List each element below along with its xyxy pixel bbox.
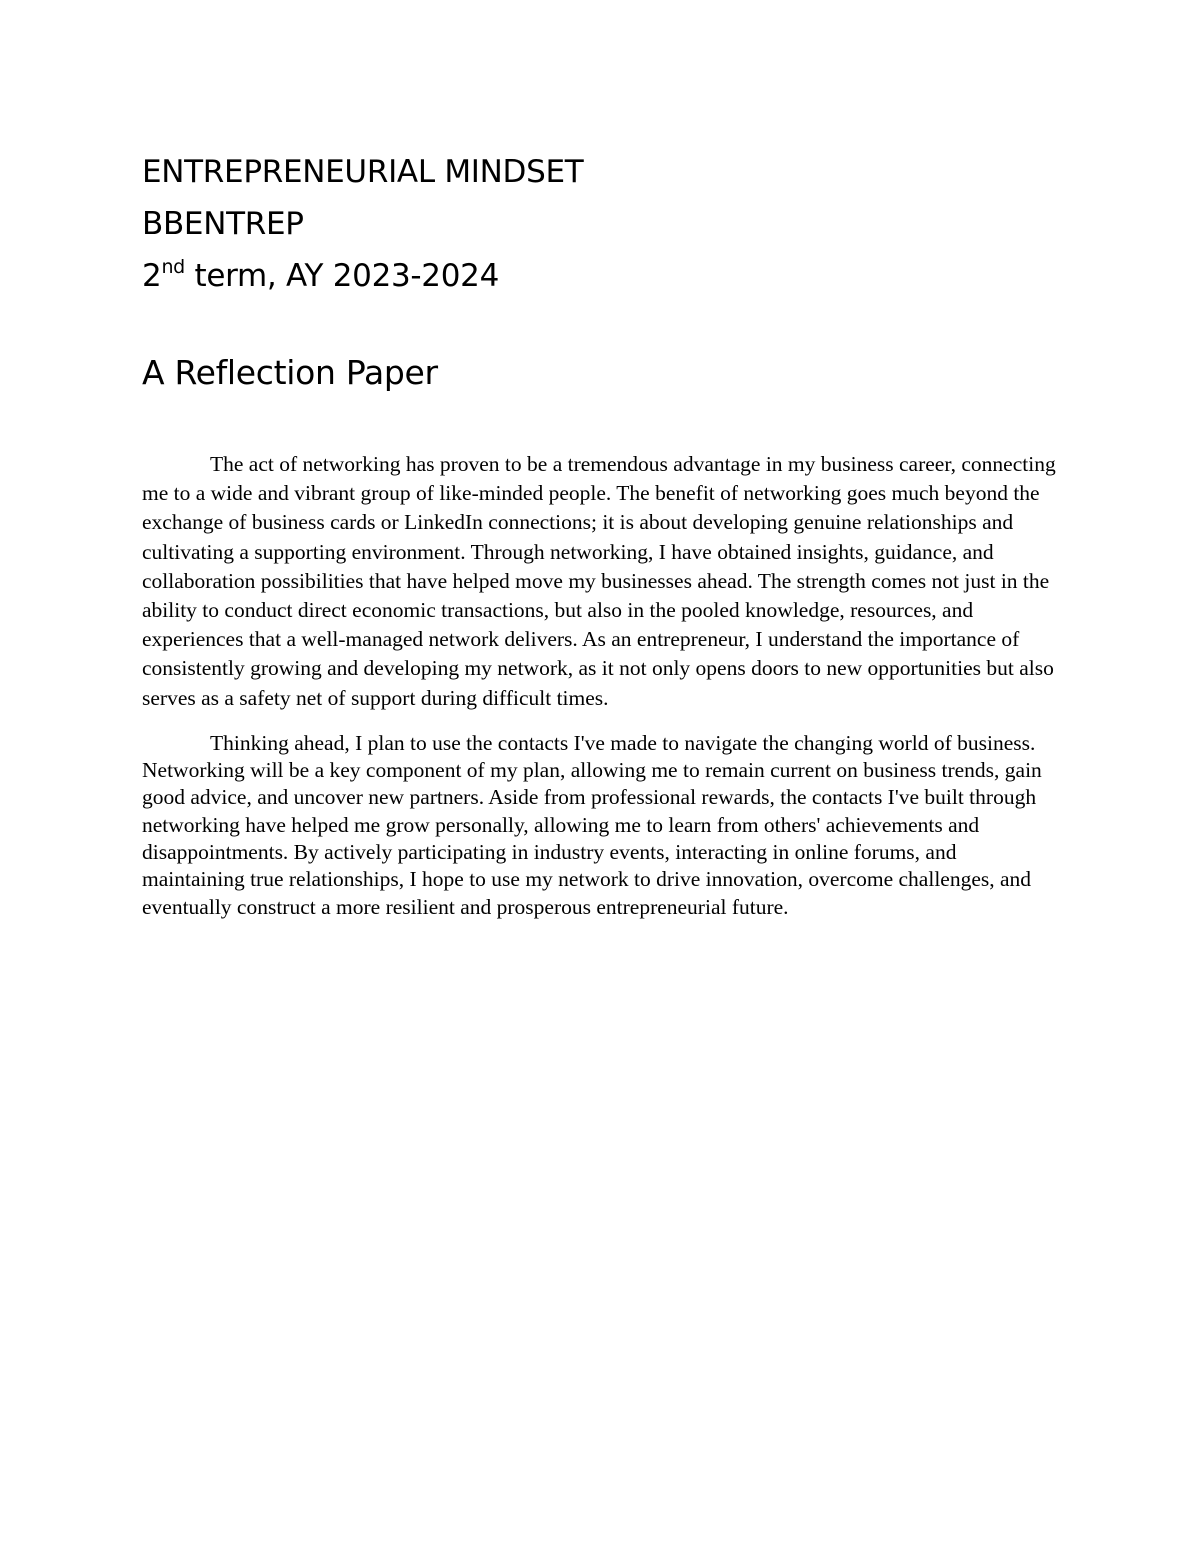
term-number: 2 <box>142 258 162 294</box>
paragraph-2: Thinking ahead, I plan to use the contacts I've made to navigate the changing world of business. Networking will be a key component of my plan, allowing me to remain current on business trends, gain good advice, and uncover new partners. Aside from professional rewards, the contacts I've built through networking have helped me grow personally, allowing me to learn from others' achievements and disappointments. By actively participating in industry events, interacting in online forums, and maintaining true relationships, I hope to use my network to drive innovation, overcome challenges, and eventually construct a more resilient and prosperous entrepreneurial future. <box>142 730 1042 919</box>
course-code: BBENTREP <box>142 206 304 242</box>
term-rest: term, AY 2023-2024 <box>184 258 500 294</box>
term-line <box>142 250 583 302</box>
paragraph-1: The act of networking has proven to be a tremendous advantage in my business career, connecting me to a wide and vibrant group of like-minded people. The benefit of networking goes much beyond the exchange of business cards or LinkedIn connections; it is about developing genuine relationships and cultivating a supporting environment. Through networking, I have obtained insights, guidance, and collaboration possibilities that have helped move my businesses ahead. The strength comes not just in the ability to conduct direct economic transactions, but also in the pooled knowledge, resources, and experiences that a well-managed network delivers. As an entrepreneur, I understand the importance of consistently growing and developing my network, as it not only opens doors to new opportunities but also serves as a safety net of support during difficult times. <box>142 452 1056 710</box>
paper-title: A Reflection Paper <box>142 353 438 392</box>
course-header <box>142 146 583 302</box>
term-suffix: nd <box>161 256 185 278</box>
body-text <box>142 450 1062 921</box>
course-title: ENTREPRENEURIAL MINDSET <box>142 154 584 190</box>
